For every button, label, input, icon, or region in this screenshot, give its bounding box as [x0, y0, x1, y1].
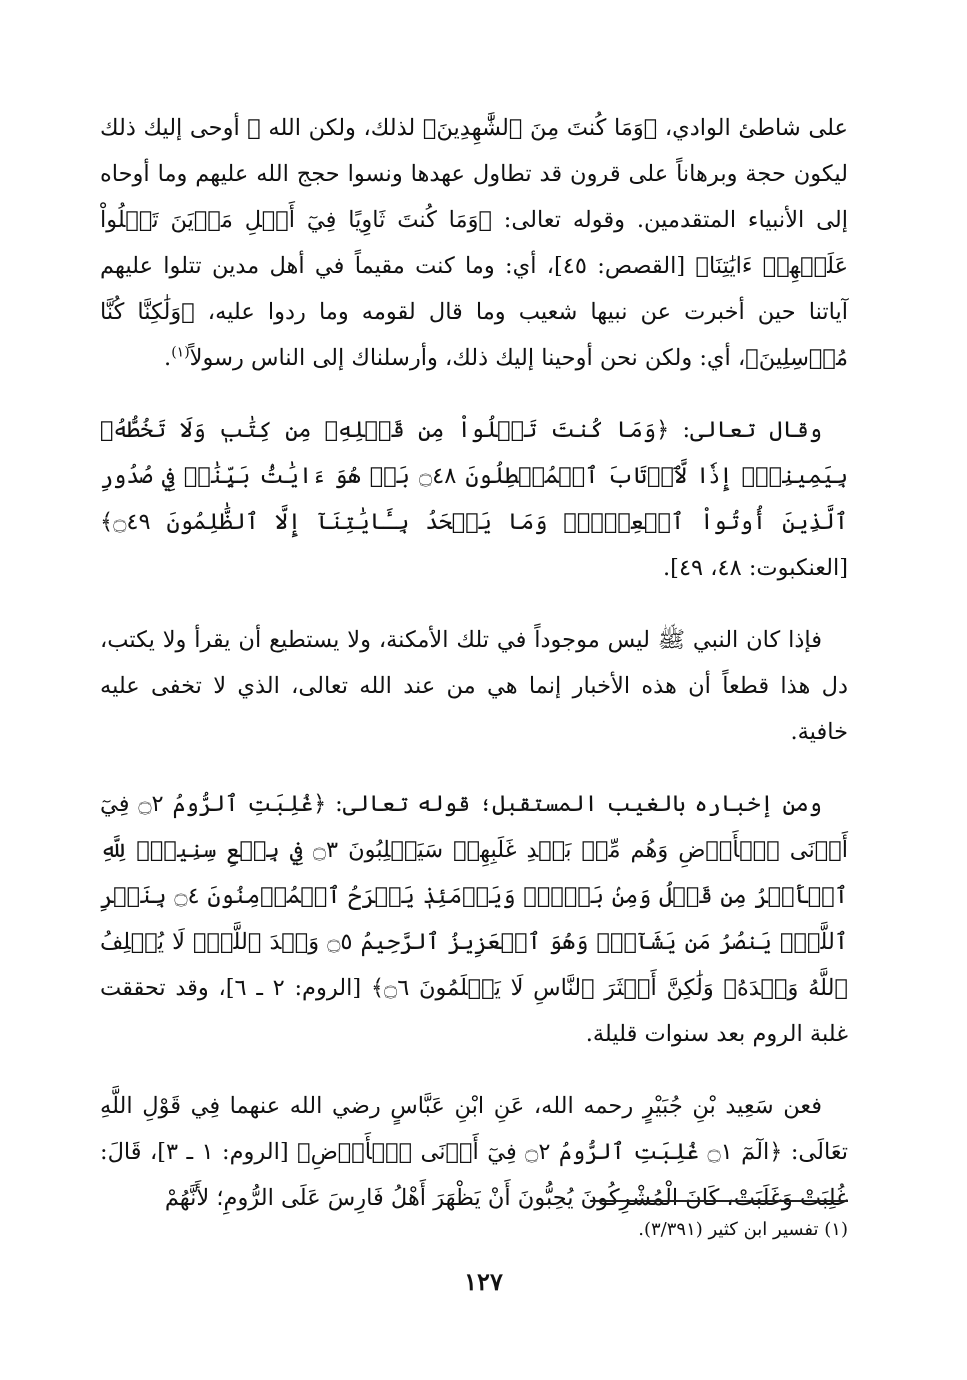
paragraph-4: ومن إخباره بالغيب المستقبل؛ قوله تعالى: ﴿غُلِبَتِ ٱلرُّومُ ۝٢ فِيٓ أَدۡنَى ٱلۡأَرۡضِ وَهُم مِّنۢ بَعۡدِ غَلَبِهِمۡ سَيَغۡلِبُونَ ۝٣ فِي بِضۡعِ سِنِينَۗ لِلَّهِ ٱلۡأَمۡرُ مِن قَبۡلُ وَمِنۢ بَعۡدُۚ وَيَوۡمَئِذٖ يَفۡرَحُ ٱلۡمُؤۡمِنُونَ ۝٤ بِنَصۡرِ ٱللَّهِۚ يَنصُرُ مَن يَشَآءُۖ وَهُوَ ٱلۡعَزِيزُ ٱلرَّحِيمُ ۝٥ وَعۡدَ ٱللَّهِۖ لَا يُخۡلِفُ ٱللَّهُ وَعۡدَهُۥ وَلَٰكِنَّ أَكۡثَرَ ٱلنَّاسِ لَا يَعۡلَمُونَ ۝٦﴾ [الروم: ٢ ـ ٦]، وقد تحققت غلبة الروم بعد سنوات قليلة. — [100, 791, 849, 1047]
page-number: ١٢٧ — [464, 1267, 503, 1296]
paragraph-1-tail: . — [164, 345, 172, 371]
paragraph-2: وقال تعالى: ﴿وَمَا كُنتَ تَتۡلُواْ مِن قَبۡلِهِۦ مِن كِتَٰبٖ وَلَا تَخُطُّهُۥ بِيَمِينِكَۖ إِذٗا لَّٱرۡتَابَ ٱلۡمُبۡطِلُونَ ۝٤٨ بَلۡ هُوَ ءَايَٰتُۢ بَيِّنَٰتٞ فِي صُدُورِ ٱلَّذِينَ أُوتُواْ ٱلۡعِلۡمَۚ وَمَا يَجۡحَدُ بِـَٔايَٰتِنَآ إِلَّا ٱلظَّٰلِمُونَ ۝٤٩﴾ [العنكبوت: ٤٨، ٤٩]. — [100, 417, 848, 581]
paragraph-1 — [100, 105, 848, 381]
paragraph-3: فإذا كان النبي ﷺ ليس موجوداً في تلك الأمكنة، ولا يستطيع أن يقرأ ولا يكتب، دل هذا قطعاً أن هذه الأخبار إنما هي من عند الله تعالى، الذي لا تخفى عليه خافية. — [100, 627, 848, 745]
footnote: (١) تفسير ابن كثير (٣/٣٩١). — [638, 1219, 848, 1240]
footnote-marker: (١) — [171, 344, 190, 361]
paragraph-5: فعن سَعِيد بْنِ جُبَيْرٍ رحمه الله، عَنِ ابْنِ عَبَّاسٍ رضي الله عنهما فِي قَوْلِ اللَّهِ تعَالَى: ﴿الٓمٓ ۝١ غُلِبَتِ ٱلرُّومُ ۝٢ فِيٓ أَدۡنَى ٱلۡأَرۡضِ﴾ [الروم: ١ ـ ٣]، قَالَ: غُلِبَتْ وَغَلَبَتْ، كَانَ الْمُشْرِكُونَ يُحِبُّونَ أَنْ يَظْهَرَ أَهْلُ فَارِسَ عَلَى الرُّومِ؛ لأَنَّهُمْ — [100, 1093, 849, 1211]
footnote-divider — [590, 1200, 848, 1202]
main-text — [100, 105, 848, 1221]
paragraph-1-text: على شاطئ الوادي، ﴿وَمَا كُنتَ مِنَ ٱلشَّٰهِدِينَ﴾ لذلك، ولكن الله ﷻ أوحى إليك ذلك ليكون حجة وبرهاناً على قرون قد تطاول عهدها ونسوا حجج الله عليهم وما أوحاه إلى الأنبياء المتقدمين. وقوله تعالى: ﴿وَمَا كُنتَ ثَاوِيًا فِيٓ أَهۡلِ مَدۡيَنَ تَتۡلُواْ عَلَيۡهِمۡ ءَايَٰتِنَا﴾ [القصص: ٤٥]، أي: وما كنت مقيماً في أهل مدين تتلوا عليهم آياتنا حين أخبرت عن نبيها شعيب وما قال لقومه وما ردوا عليه، ﴿وَلَٰكِنَّا كُنَّا مُرۡسِلِينَ﴾، أي: ولكن نحن أوحينا إليك ذلك، وأرسلناك إلى الناس رسولاً — [100, 115, 849, 371]
